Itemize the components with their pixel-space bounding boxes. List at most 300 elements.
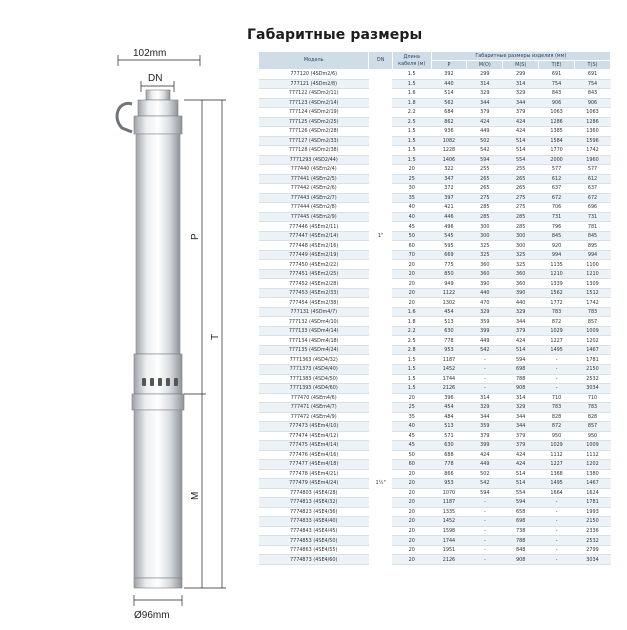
cell-cable: 45 — [392, 441, 431, 451]
table-row — [259, 545, 611, 555]
cell-cable: 1.8 — [392, 317, 431, 327]
cell-p: 1452 — [431, 364, 467, 374]
cell-t-e: 612 — [539, 174, 575, 184]
cell-model: 777452 (4SEm2/28) — [259, 279, 369, 289]
cell-cable: 20 — [392, 555, 431, 565]
cell-t-e: 1772 — [539, 298, 575, 308]
cell-t-e: 672 — [539, 193, 575, 203]
cell-p: 2126 — [431, 555, 467, 565]
cell-cable: 1.5 — [392, 374, 431, 384]
cell-m-o: 314 — [467, 79, 503, 89]
cell-cable: 50 — [392, 231, 431, 241]
cell-cable: 20 — [392, 498, 431, 508]
table-row — [259, 174, 611, 184]
cell-t-e: 577 — [539, 165, 575, 175]
cell-model: 777440 (4SEm2/4) — [259, 165, 369, 175]
table-row — [259, 193, 611, 203]
cell-t-s: 3034 — [575, 555, 611, 565]
cell-p: 1228 — [431, 146, 467, 156]
cell-t-s: 843 — [575, 89, 611, 99]
cell-p: 630 — [431, 441, 467, 451]
cell-m-s: 658 — [503, 507, 539, 517]
cell-m-o: - — [467, 526, 503, 536]
cell-p: 571 — [431, 431, 467, 441]
cell-model: 777449 (4SEm2/19) — [259, 250, 369, 260]
cell-t-e: 731 — [539, 212, 575, 222]
cell-cable: 20 — [392, 260, 431, 270]
cell-t-s: 783 — [575, 307, 611, 317]
table-row — [259, 279, 611, 289]
cell-m-o: 299 — [467, 70, 503, 80]
cell-p: 778 — [431, 336, 467, 346]
cell-p: 1951 — [431, 545, 467, 555]
cell-m-o: 329 — [467, 307, 503, 317]
cell-t-s: 828 — [575, 412, 611, 422]
cell-model: 777442 (4SEm2/6) — [259, 184, 369, 194]
cell-t-s: 1993 — [575, 507, 611, 517]
cell-m-o: 379 — [467, 108, 503, 118]
table-row — [259, 479, 611, 489]
cell-model: 777120 (4SDm2/6) — [259, 70, 369, 80]
cell-model: 777475 (4SEm4/14) — [259, 441, 369, 451]
cell-t-s: 1467 — [575, 479, 611, 489]
cell-t-e: - — [539, 364, 575, 374]
cell-p: 421 — [431, 203, 467, 213]
cell-t-e: 783 — [539, 403, 575, 413]
cell-model: 777122 (4SDm2/11) — [259, 89, 369, 99]
cell-m-o: 300 — [467, 222, 503, 232]
cell-p: 936 — [431, 127, 467, 137]
table-row — [259, 555, 611, 565]
cell-m-o: 265 — [467, 184, 503, 194]
cell-t-s: 731 — [575, 212, 611, 222]
cell-m-s: 285 — [503, 212, 539, 222]
cell-m-s: 440 — [503, 298, 539, 308]
cell-t-e: - — [539, 526, 575, 536]
cell-m-s: 329 — [503, 307, 539, 317]
cell-m-s: 360 — [503, 269, 539, 279]
cell-cable: 70 — [392, 250, 431, 260]
table-row — [259, 222, 611, 232]
cell-m-o: 449 — [467, 460, 503, 470]
cell-m-o: - — [467, 364, 503, 374]
cell-p: 514 — [431, 89, 467, 99]
cell-m-o: 379 — [467, 431, 503, 441]
cell-p: 1744 — [431, 536, 467, 546]
cell-m-s: 424 — [503, 336, 539, 346]
cell-cable: 2.8 — [392, 345, 431, 355]
cell-t-s: 1781 — [575, 355, 611, 365]
cell-m-s: 314 — [503, 393, 539, 403]
cell-m-o: 542 — [467, 146, 503, 156]
cell-m-o: 399 — [467, 326, 503, 336]
cell-m-o: 360 — [467, 260, 503, 270]
cell-t-e: 1584 — [539, 136, 575, 146]
cell-model: 777441 (4SEm2/5) — [259, 174, 369, 184]
cell-t-s: 1512 — [575, 288, 611, 298]
cell-t-e: 783 — [539, 307, 575, 317]
cell-model: 777128 (4SDm2/38) — [259, 146, 369, 156]
table-row — [259, 460, 611, 470]
cell-model: 777448 (4SEm2/16) — [259, 241, 369, 251]
cell-cable: 40 — [392, 203, 431, 213]
cell-t-e: 710 — [539, 393, 575, 403]
cell-cable: 35 — [392, 412, 431, 422]
cell-cable: 1.6 — [392, 89, 431, 99]
cell-model: 777476 (4SEm4/16) — [259, 450, 369, 460]
cell-p: 1406 — [431, 155, 467, 165]
table-row — [259, 70, 611, 80]
cell-m-o: - — [467, 355, 503, 365]
cell-p: 688 — [431, 450, 467, 460]
cell-p: 1122 — [431, 288, 467, 298]
table-row — [259, 165, 611, 175]
table-row — [259, 241, 611, 251]
cell-m-o: 360 — [467, 269, 503, 279]
cell-p: 775 — [431, 260, 467, 270]
cell-t-e: 1029 — [539, 326, 575, 336]
cell-cable: 20 — [392, 479, 431, 489]
cell-m-o: 502 — [467, 136, 503, 146]
table-row — [259, 498, 611, 508]
table-row — [259, 260, 611, 270]
cell-cable: 1.5 — [392, 146, 431, 156]
bottom-diameter-dimension — [134, 595, 182, 621]
cell-m-s: 698 — [503, 517, 539, 527]
cell-m-o: - — [467, 555, 503, 565]
cell-t-s: 1360 — [575, 127, 611, 137]
cell-cable: 2.2 — [392, 108, 431, 118]
cell-cable: 1.8 — [392, 98, 431, 108]
cell-t-e: 906 — [539, 98, 575, 108]
table-row — [259, 127, 611, 137]
cell-t-s: 1781 — [575, 498, 611, 508]
cell-p: 454 — [431, 307, 467, 317]
cell-p: 545 — [431, 231, 467, 241]
table-row — [259, 288, 611, 298]
cell-model: 7774833 (4SE4/40) — [259, 517, 369, 527]
cell-p: 1335 — [431, 507, 467, 517]
cell-m-s: 329 — [503, 89, 539, 99]
cell-m-s: 344 — [503, 422, 539, 432]
table-row — [259, 298, 611, 308]
cell-model: 777135 (4SDm4/24) — [259, 345, 369, 355]
header-dn: DN — [369, 52, 392, 70]
cell-model: 777444 (4SEm2/8) — [259, 203, 369, 213]
cell-p: 454 — [431, 403, 467, 413]
cell-m-o: 285 — [467, 212, 503, 222]
cell-p: 1187 — [431, 498, 467, 508]
cell-t-s: 845 — [575, 231, 611, 241]
cell-m-s: 344 — [503, 412, 539, 422]
cell-p: 866 — [431, 469, 467, 479]
table-row — [259, 403, 611, 413]
cell-p: 513 — [431, 317, 467, 327]
cell-p: 595 — [431, 241, 467, 251]
cell-m-s: 265 — [503, 174, 539, 184]
table-row — [259, 355, 611, 365]
cell-m-o: 275 — [467, 193, 503, 203]
cell-m-s: 514 — [503, 345, 539, 355]
table-row — [259, 441, 611, 451]
table-row — [259, 98, 611, 108]
cell-p: 1187 — [431, 355, 467, 365]
cell-p: 496 — [431, 222, 467, 232]
table-row — [259, 536, 611, 546]
pump-illustration — [117, 90, 184, 588]
cell-t-s: 1009 — [575, 441, 611, 451]
cell-m-s: 594 — [503, 498, 539, 508]
cell-p: 440 — [431, 79, 467, 89]
cell-t-e: 1227 — [539, 460, 575, 470]
table-row — [259, 393, 611, 403]
cell-t-e: 872 — [539, 422, 575, 432]
cell-m-s: 514 — [503, 479, 539, 489]
cell-t-s: 783 — [575, 403, 611, 413]
cell-m-s: 325 — [503, 260, 539, 270]
cell-t-e: 1112 — [539, 450, 575, 460]
cell-t-s: 781 — [575, 222, 611, 232]
cell-m-s: 300 — [503, 241, 539, 251]
cell-m-o: 542 — [467, 479, 503, 489]
cell-m-s: 788 — [503, 536, 539, 546]
cell-dn: 1" — [369, 70, 392, 403]
cell-model: 777443 (4SEm2/7) — [259, 193, 369, 203]
cell-p: 2126 — [431, 384, 467, 394]
cell-p: 862 — [431, 117, 467, 127]
cell-cable: 20 — [392, 165, 431, 175]
cell-m-s: 594 — [503, 355, 539, 365]
cell-model: 777131 (4SDm4/7) — [259, 307, 369, 317]
cell-t-s: 1063 — [575, 108, 611, 118]
cell-cable: 50 — [392, 450, 431, 460]
cell-t-s: 857 — [575, 422, 611, 432]
cell-m-s: 379 — [503, 431, 539, 441]
cell-m-o: 424 — [467, 117, 503, 127]
top-width-dimension — [118, 48, 200, 66]
cell-t-e: 1664 — [539, 488, 575, 498]
cell-m-o: 344 — [467, 412, 503, 422]
table-header-row — [259, 52, 611, 61]
table-row — [259, 307, 611, 317]
table-row — [259, 317, 611, 327]
table-row — [259, 79, 611, 89]
cell-cable: 45 — [392, 431, 431, 441]
cell-m-s: 275 — [503, 193, 539, 203]
table-row — [259, 526, 611, 536]
cell-p: 953 — [431, 345, 467, 355]
cell-m-s: 698 — [503, 364, 539, 374]
cell-m-o: 325 — [467, 241, 503, 251]
cell-t-s: 1596 — [575, 136, 611, 146]
cell-t-e: 706 — [539, 203, 575, 213]
cell-t-s: 754 — [575, 79, 611, 89]
cell-cable: 1.5 — [392, 364, 431, 374]
cell-cable: 1.5 — [392, 79, 431, 89]
cell-model: 7774823 (4SE4/36) — [259, 507, 369, 517]
cell-model: 777133 (4SDm4/14) — [259, 326, 369, 336]
header-model: Модель — [259, 52, 369, 70]
cell-t-e: 1495 — [539, 345, 575, 355]
cell-cable: 20 — [392, 488, 431, 498]
cell-model: 777471 (4SEm4/7) — [259, 403, 369, 413]
cell-t-s: 696 — [575, 203, 611, 213]
header-m-s: M(S) — [503, 61, 539, 70]
cell-cable: 20 — [392, 393, 431, 403]
cell-model: 777473 (4SEm4/10) — [259, 422, 369, 432]
cell-model: 777472 (4SEm4/9) — [259, 412, 369, 422]
cell-model: 7774803 (4SE4/28) — [259, 488, 369, 498]
m-label: M — [190, 491, 201, 500]
cell-m-s: 379 — [503, 326, 539, 336]
table-row — [259, 364, 611, 374]
cell-cable: 40 — [392, 212, 431, 222]
cell-cable: 20 — [392, 298, 431, 308]
cell-cable: 60 — [392, 241, 431, 251]
cell-m-s: 514 — [503, 146, 539, 156]
cell-cable: 20 — [392, 279, 431, 289]
cell-t-s: 2532 — [575, 536, 611, 546]
cell-p: 396 — [431, 393, 467, 403]
cell-cable: 20 — [392, 269, 431, 279]
cell-t-e: 1063 — [539, 108, 575, 118]
cell-t-e: 691 — [539, 70, 575, 80]
cell-m-o: 390 — [467, 279, 503, 289]
cell-m-s: 788 — [503, 374, 539, 384]
cell-m-s: 275 — [503, 203, 539, 213]
cell-m-o: 440 — [467, 288, 503, 298]
cell-cable: 1.5 — [392, 127, 431, 137]
cell-m-o: - — [467, 374, 503, 384]
cell-m-o: 344 — [467, 98, 503, 108]
cell-p: 1082 — [431, 136, 467, 146]
cell-t-s: 612 — [575, 174, 611, 184]
cell-t-e: - — [539, 355, 575, 365]
cell-cable: 2.5 — [392, 336, 431, 346]
cell-m-o: - — [467, 507, 503, 517]
cell-t-e: 1368 — [539, 469, 575, 479]
cell-t-s: 1742 — [575, 298, 611, 308]
cell-p: 397 — [431, 193, 467, 203]
cell-p: 850 — [431, 269, 467, 279]
cell-model: 777447 (4SEm2/14) — [259, 231, 369, 241]
cell-t-e: 828 — [539, 412, 575, 422]
cell-model: 777123 (4SDm2/14) — [259, 98, 369, 108]
cell-t-s: 1100 — [575, 260, 611, 270]
cell-m-o: 449 — [467, 336, 503, 346]
cell-m-s: 325 — [503, 250, 539, 260]
cell-t-e: 1339 — [539, 279, 575, 289]
cell-cable: 20 — [392, 545, 431, 555]
cell-p: 562 — [431, 98, 467, 108]
cell-p: 513 — [431, 422, 467, 432]
cell-t-s: 1202 — [575, 336, 611, 346]
cell-t-e: 796 — [539, 222, 575, 232]
cell-model: 777445 (4SEm2/9) — [259, 212, 369, 222]
cell-cable: 20 — [392, 288, 431, 298]
cell-m-s: 314 — [503, 79, 539, 89]
table-row — [259, 231, 611, 241]
cell-t-e: - — [539, 498, 575, 508]
cell-t-s: 906 — [575, 98, 611, 108]
cell-model: 777134 (4SDm4/18) — [259, 336, 369, 346]
table-row — [259, 184, 611, 194]
t-label: T — [210, 333, 221, 340]
table-row — [259, 212, 611, 222]
cell-p: 669 — [431, 250, 467, 260]
cell-m-s: 300 — [503, 231, 539, 241]
cell-m-s: 554 — [503, 155, 539, 165]
cell-m-s: 344 — [503, 317, 539, 327]
cell-model: 777126 (4SDm2/28) — [259, 127, 369, 137]
table-body — [259, 70, 611, 565]
cell-t-s: 1742 — [575, 146, 611, 156]
cell-m-s: 424 — [503, 450, 539, 460]
cell-t-s: 1960 — [575, 155, 611, 165]
cell-model: 777132 (4SDm4/10) — [259, 317, 369, 327]
cell-m-o: 359 — [467, 317, 503, 327]
cell-model: 777479 (4SEm4/24) — [259, 479, 369, 489]
table-row — [259, 384, 611, 394]
cell-model: 777474 (4SEm4/12) — [259, 431, 369, 441]
cell-p: 949 — [431, 279, 467, 289]
cell-t-e: 994 — [539, 250, 575, 260]
cell-p: 1452 — [431, 517, 467, 527]
header-t-s: T(S) — [575, 61, 611, 70]
header-group: Габаритные размеры изделия (мм) — [431, 52, 610, 61]
cell-m-o: - — [467, 536, 503, 546]
cell-m-o: 399 — [467, 441, 503, 451]
cell-m-s: 360 — [503, 279, 539, 289]
cell-m-s: 554 — [503, 488, 539, 498]
cell-model: 7771383 (4SD4/50) — [259, 374, 369, 384]
table-row — [259, 117, 611, 127]
cell-t-s: 2799 — [575, 545, 611, 555]
table-row — [259, 155, 611, 165]
cell-cable: 20 — [392, 536, 431, 546]
cell-m-o: 329 — [467, 403, 503, 413]
cell-model: 7774853 (4SE4/50) — [259, 536, 369, 546]
cell-t-s: 1210 — [575, 269, 611, 279]
cell-t-e: - — [539, 374, 575, 384]
cell-t-s: 1624 — [575, 488, 611, 498]
cell-t-s: 691 — [575, 70, 611, 80]
table-row — [259, 345, 611, 355]
cell-t-s: 2336 — [575, 526, 611, 536]
cell-p: 778 — [431, 460, 467, 470]
cell-model: 7771373 (4SD4/40) — [259, 364, 369, 374]
cell-m-o: 255 — [467, 165, 503, 175]
cell-t-e: 1286 — [539, 117, 575, 127]
cell-m-o: 325 — [467, 250, 503, 260]
cell-t-s: 1467 — [575, 345, 611, 355]
cell-m-o: - — [467, 545, 503, 555]
cell-cable: 20 — [392, 507, 431, 517]
cell-t-s: 1286 — [575, 117, 611, 127]
cell-model: 777124 (4SDm2/19) — [259, 108, 369, 118]
cell-t-s: 672 — [575, 193, 611, 203]
cell-m-s: 908 — [503, 555, 539, 565]
header-cable: Длина кабеля (м) — [392, 52, 431, 70]
table-row — [259, 469, 611, 479]
cell-model: 7774863 (4SE4/55) — [259, 545, 369, 555]
cell-cable: 1.6 — [392, 307, 431, 317]
cell-cable: 1.5 — [392, 355, 431, 365]
table-row — [259, 374, 611, 384]
cell-model: 777454 (4SEm2/38) — [259, 298, 369, 308]
cell-t-e: 843 — [539, 89, 575, 99]
cell-model: 7771393 (4SD4/60) — [259, 384, 369, 394]
